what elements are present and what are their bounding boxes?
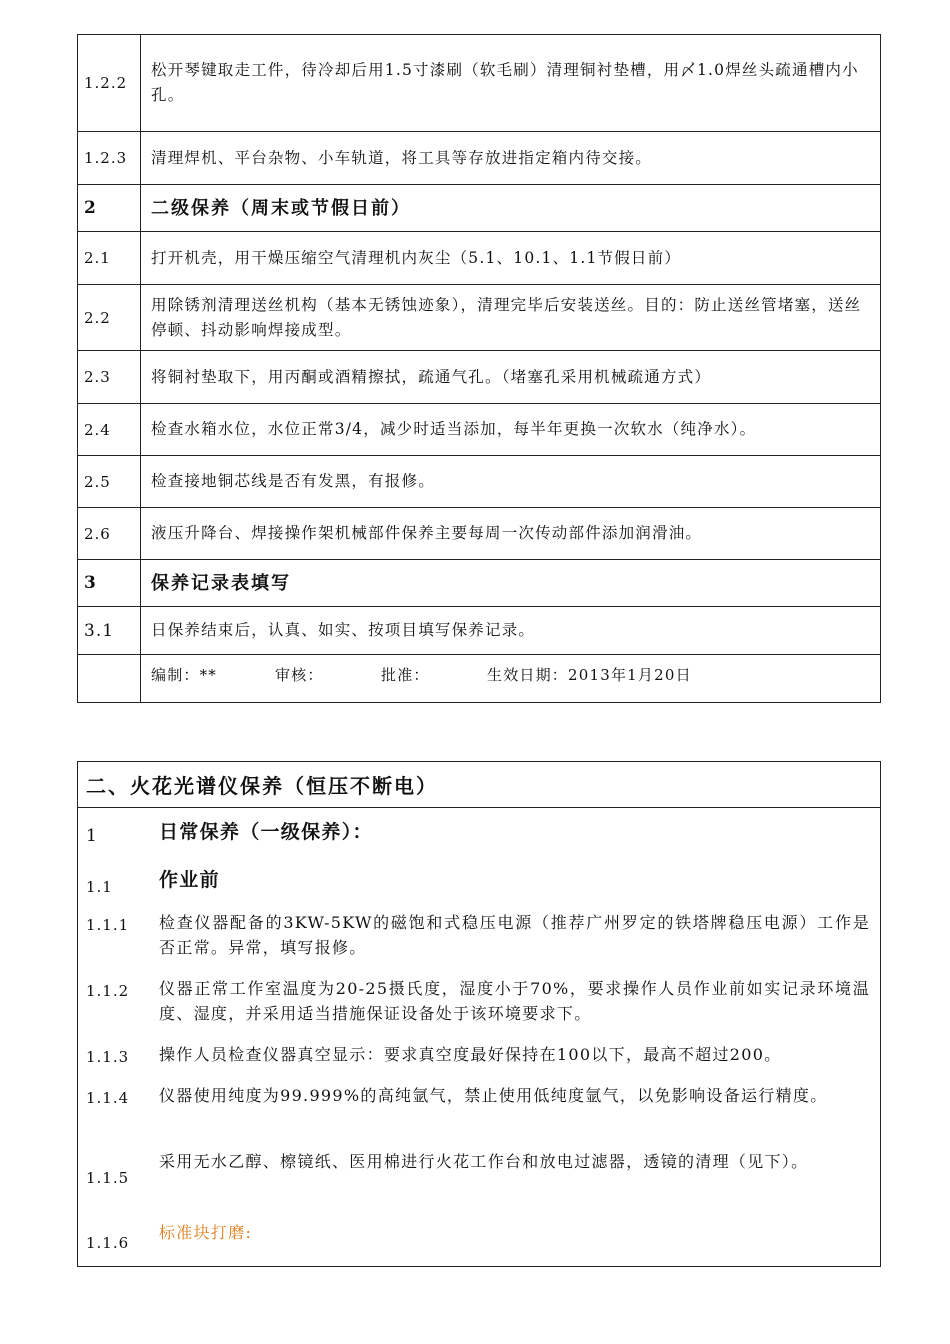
spectrometer-section (77, 761, 881, 1267)
row-number: 2.3 (78, 351, 141, 404)
empty-cell (78, 655, 141, 703)
item-number: 1.1.4 (86, 1089, 130, 1107)
signoff-row (78, 655, 881, 703)
section-heading-row (78, 185, 881, 232)
item-text: 操作人员检查仪器真空显示：要求真空度最好保持在100以下，最高不超过200。 (159, 1045, 782, 1064)
list-item (86, 1220, 870, 1252)
item-text: 仪器使用纯度为99.999%的高纯氩气，禁止使用低纯度氩气，以免影响设备运行精度。 (159, 1086, 828, 1105)
item-text-highlight: 标准块打磨: (159, 1223, 253, 1242)
row-text: 打开机壳，用干燥压缩空气清理机内灰尘（5.1、10.1、1.1节假日前） (141, 232, 881, 285)
row-number: 2.4 (78, 404, 141, 456)
item-number: 1.1 (86, 878, 113, 896)
item-number: 1.1.5 (86, 1169, 130, 1187)
table-row (78, 508, 881, 560)
row-text: 松开琴键取走工件，待冷却后用1.5寸漆刷（软毛刷）清理铜衬垫槽，用〆1.0焊丝头疏通槽内小孔。 (141, 35, 881, 132)
row-text: 液压升降台、焊接操作架机械部件保养主要每周一次传动部件添加润滑油。 (141, 508, 881, 560)
section-heading-row (78, 560, 881, 607)
table-row (78, 35, 881, 132)
table-row (78, 132, 881, 185)
list-item (86, 1083, 870, 1108)
list-item (86, 1149, 870, 1187)
row-number: 3 (78, 560, 141, 607)
reviewed-by: 审核： (275, 666, 324, 684)
signoff-cell (141, 655, 881, 703)
row-text: 将铜衬垫取下，用丙酮或酒精擦拭，疏通气孔。（堵塞孔采用机械疏通方式） (141, 351, 881, 404)
item-number: 1.1.3 (86, 1048, 130, 1066)
item-number: 1.1.1 (86, 916, 130, 934)
signoff-line (151, 663, 870, 688)
row-number: 3.1 (78, 607, 141, 655)
item-text: 仪器正常工作室温度为20-25摄氏度，湿度小于70%，要求操作人员作业前如实记录环境温度、湿度，并采用适当措施保证设备处于该环境要求下。 (159, 979, 870, 1023)
list-item (86, 976, 870, 1026)
row-number: 2.2 (78, 285, 141, 351)
section-title: 二、火花光谱仪保养（恒压不断电） (78, 762, 880, 808)
item-heading: 作业前 (159, 869, 220, 891)
table-row (78, 232, 881, 285)
table-row (78, 607, 881, 655)
table-row (78, 404, 881, 456)
item-text: 检查仪器配备的3KW-5KW的磁饱和式稳压电源（推荐广州罗定的铁塔牌稳压电源）工作是否正常。异常，填写报修。 (159, 913, 870, 957)
table-row (78, 456, 881, 508)
item-number: 1.1.2 (86, 982, 130, 1000)
item-text: 采用无水乙醇、檫镜纸、医用棉进行火花工作台和放电过滤器，透镜的清理（见下）。 (159, 1152, 809, 1171)
list-item (86, 868, 870, 896)
section-heading: 二级保养（周末或节假日前） (141, 185, 881, 232)
row-text: 检查接地铜芯线是否有发黑，有报修。 (141, 456, 881, 508)
item-heading: 日常保养（一级保养）： (159, 821, 373, 843)
maintenance-table (77, 34, 881, 703)
row-number: 2.1 (78, 232, 141, 285)
list-item (86, 1042, 870, 1067)
row-text: 清理焊机、平台杂物、小车轨道，将工具等存放进指定箱内待交接。 (141, 132, 881, 185)
effective-date: 生效日期：2013年1月20日 (487, 666, 692, 684)
row-number: 2 (78, 185, 141, 232)
row-number: 2.6 (78, 508, 141, 560)
list-item (86, 910, 870, 960)
prepared-by: 编制：** (151, 666, 218, 684)
table-row (78, 285, 881, 351)
row-number: 1.2.2 (78, 35, 141, 132)
row-text: 日保养结束后，认真、如实、按项目填写保养记录。 (141, 607, 881, 655)
row-number: 2.5 (78, 456, 141, 508)
table-row (78, 351, 881, 404)
list-item (86, 820, 870, 846)
row-text: 检查水箱水位，水位正常3/4，减少时适当添加，每半年更换一次软水（纯净水）。 (141, 404, 881, 456)
row-text: 用除锈剂清理送丝机构（基本无锈蚀迹象），清理完毕后安装送丝。目的：防止送丝管堵塞，送丝停顿、抖动影响焊接成型。 (141, 285, 881, 351)
row-number: 1.2.3 (78, 132, 141, 185)
section-heading: 保养记录表填写 (141, 560, 881, 607)
approved-by: 批准： (381, 666, 430, 684)
item-number: 1.1.6 (86, 1234, 130, 1252)
item-number: 1 (86, 826, 98, 846)
